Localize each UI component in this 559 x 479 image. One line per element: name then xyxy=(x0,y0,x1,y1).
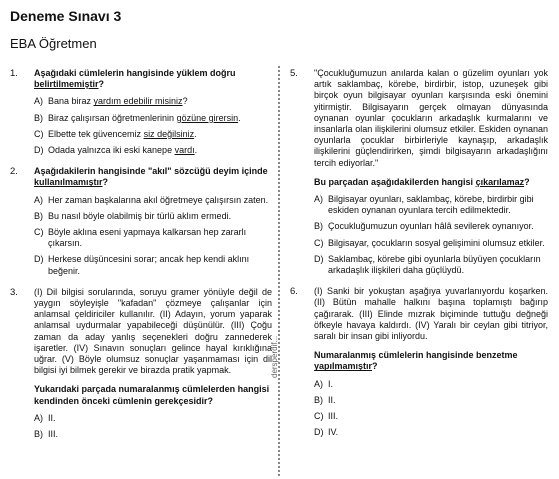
page-subtitle: EBA Öğretmen xyxy=(10,36,97,51)
question-stem: Numaralanmış cümlelerin hangisinde benzetme yapılmamıştır? xyxy=(314,350,518,372)
question-number: 5. xyxy=(290,68,298,79)
option-d[interactable]: D) Saklambaç, körebe gibi oyunlarla büyüyen çocukların arkadaşlık ilişkileri daha güçlüydü. xyxy=(314,253,541,276)
question-6 xyxy=(290,286,548,438)
question-stem: Aşağıdakilerin hangisinde "akıl" sözcüğü deyim içinde kullanılmamıştır? xyxy=(34,166,268,188)
column-divider xyxy=(278,66,280,476)
question-number: 6. xyxy=(290,286,298,298)
watermark: dersperdif... xyxy=(270,335,279,378)
question-2 xyxy=(10,166,272,277)
option-c[interactable]: C) III. xyxy=(314,411,339,422)
option-c[interactable]: C) Böyle aklına eseni yapmaya kalkarsan hep zararlı çıkarsın. xyxy=(34,227,247,249)
option-b[interactable]: B) Bu nasıl böyle olabilmiş bir türlü aklım ermedi. xyxy=(34,210,232,221)
left-column xyxy=(10,68,272,450)
option-d[interactable]: D) Odada yalnızca iki eski kanepe vardı. xyxy=(34,145,198,156)
question-stem: Aşağıdaki cümlelerin hangisinde yüklem doğru belirtilmemiştir? xyxy=(34,68,236,90)
option-b[interactable]: B) II. xyxy=(314,394,336,405)
option-c[interactable]: C) Elbette tek güvencemiz siz değilsiniz. xyxy=(34,128,197,139)
question-passage: (I) Sanki bir yokuştan aşağıya yuvarlanıyordu koşarken. (II) Bütün mahalle halkını başına toplamıştı bağırıp çağırarak. (III) Elinde mızrak biçiminde tuttuğu değneği öfkeyle havaya kaldırdı. (IV) Yaralı bir ceylan gibi titriyor, saralı bir insan gibi inliyordu. xyxy=(314,286,548,342)
question-stem: Yukarıdaki parçada numaralanmış cümlelerden hangisi kendinden önceki cümlenin gerekçesidir? xyxy=(34,384,270,406)
question-stem: Bu parçadan aşağıdakilerden hangisi çıkarılamaz? xyxy=(314,176,530,187)
option-b[interactable]: B) Çocukluğumuzun oyunları hâlâ sevilerek oynanıyor. xyxy=(314,221,534,232)
question-3 xyxy=(10,287,272,440)
question-passage: (I) Dil bilgisi sorularında, soruyu gramer yönüyle değil de yaygın söyleyişle "kafadan" çözmeye çalışanlar için anlamsal çeldiriciler kullanılır. (II) Adayın, yorum yaparak anlamsal uydurmalar yapabileceği düşünülür. (III) Çoğu zaman da aday yanlış seçenekleri doğru zannederek işaretler. (IV) Sınavın sonuçları gelince hayal kırıklığına uğrar. (V) Böyle olumsuz sonuçlar yaşanmaması için dil bilgisi iyi bilmek gerekir ve birazda pratik yapmak. xyxy=(34,286,272,376)
right-column xyxy=(290,68,548,448)
option-a[interactable]: A) Bana biraz yardım edebilir misiniz? xyxy=(34,96,188,107)
option-a[interactable]: A) Her zaman başkalarına akıl öğretmeye çalışırsın zaten. xyxy=(34,194,269,205)
option-d[interactable]: D) Herkese düşüncesini sorar; ancak hep kendi aklını beğenir. xyxy=(34,254,250,276)
question-number: 2. xyxy=(10,166,18,178)
question-number: 3. xyxy=(10,286,18,298)
question-number: 1. xyxy=(10,68,18,79)
page-title: Deneme Sınavı 3 xyxy=(10,8,122,24)
question-passage: "Çocukluğumuzun anılarda kalan o güzelim oyunları yok artık saklambaç, körebe, birdirbir, istop, uzuneşek gibi birçok oyun bilgisayar oyunları karşısında eski önemini yitirmiştir. Bilgisayarın gerçek olmayan dünyasında oynanan oyunlar çocukların arkadaşlık kurmalarını ve insanlarla olan ilişkilerini olumsuz etkiler. Eskiden oynanan oyunlarla çocuklar birbirleriyle kaynaşıp, arkadaşlık ilişkilerini güçlendirirken, şimdi bilgisayarın arkadaşlığını tercih ediyorlar." xyxy=(314,68,548,168)
option-a[interactable]: A) II. xyxy=(34,412,56,423)
question-5 xyxy=(290,68,548,276)
option-b[interactable]: B) III. xyxy=(34,429,59,440)
option-c[interactable]: C) Bilgisayar, çocukların sosyal gelişimini olumsuz etkiler. xyxy=(314,237,545,248)
question-1 xyxy=(10,68,272,156)
option-a[interactable]: A) Bilgisayar oyunları, saklambaç, körebe, birdirbir gibi eskiden oynanan oyunlara tercih edilmektedir. xyxy=(314,194,534,216)
option-d[interactable]: D) IV. xyxy=(314,427,339,438)
option-b[interactable]: B) Biraz çalışırsan öğretmenlerinin gözüne girersin. xyxy=(34,112,241,123)
option-a[interactable]: A) I. xyxy=(314,378,334,389)
